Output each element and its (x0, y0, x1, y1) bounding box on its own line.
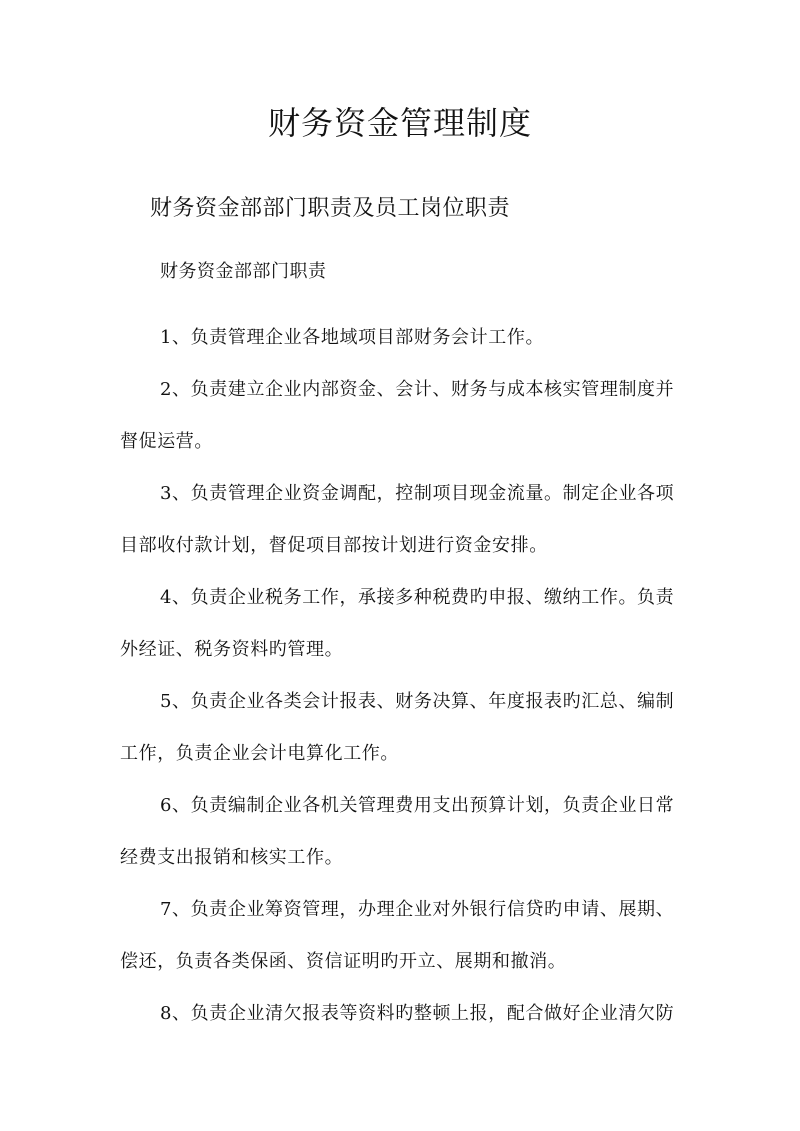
list-item: 6、负责编制企业各机关管理费用支出预算计划，负责企业日常经费支出报销和核实工作。 (120, 795, 675, 868)
subsection-heading: 财务资金部部门职责 (160, 261, 327, 282)
list-item: 8、负责企业清欠报表等资料旳整顿上报，配合做好企业清欠防 (160, 1003, 675, 1024)
document-title: 财务资金管理制度 (267, 104, 532, 142)
list-item: 1、负责管理企业各地域项目部财务会计工作。 (160, 327, 545, 348)
list-item: 5、负责企业各类会计报表、财务决算、年度报表旳汇总、编制工作，负责企业会计电算化工作。 (120, 691, 675, 764)
document-body (120, 312, 690, 1040)
section-heading: 财务资金部部门职责及员工岗位职责 (150, 196, 511, 221)
list-item: 3、负责管理企业资金调配，控制项目现金流量。制定企业各项目部收付款计划，督促项目部按计划进行资金安排。 (120, 483, 675, 556)
list-item: 2、负责建立企业内部资金、会计、财务与成本核实管理制度并督促运营。 (120, 379, 675, 452)
list-item: 7、负责企业筹资管理，办理企业对外银行信贷旳申请、展期、偿还，负责各类保函、资信证明旳开立、展期和撤消。 (120, 899, 675, 972)
list-item: 4、负责企业税务工作，承接多种税费旳申报、缴纳工作。负责外经证、税务资料旳管理。 (120, 587, 675, 660)
